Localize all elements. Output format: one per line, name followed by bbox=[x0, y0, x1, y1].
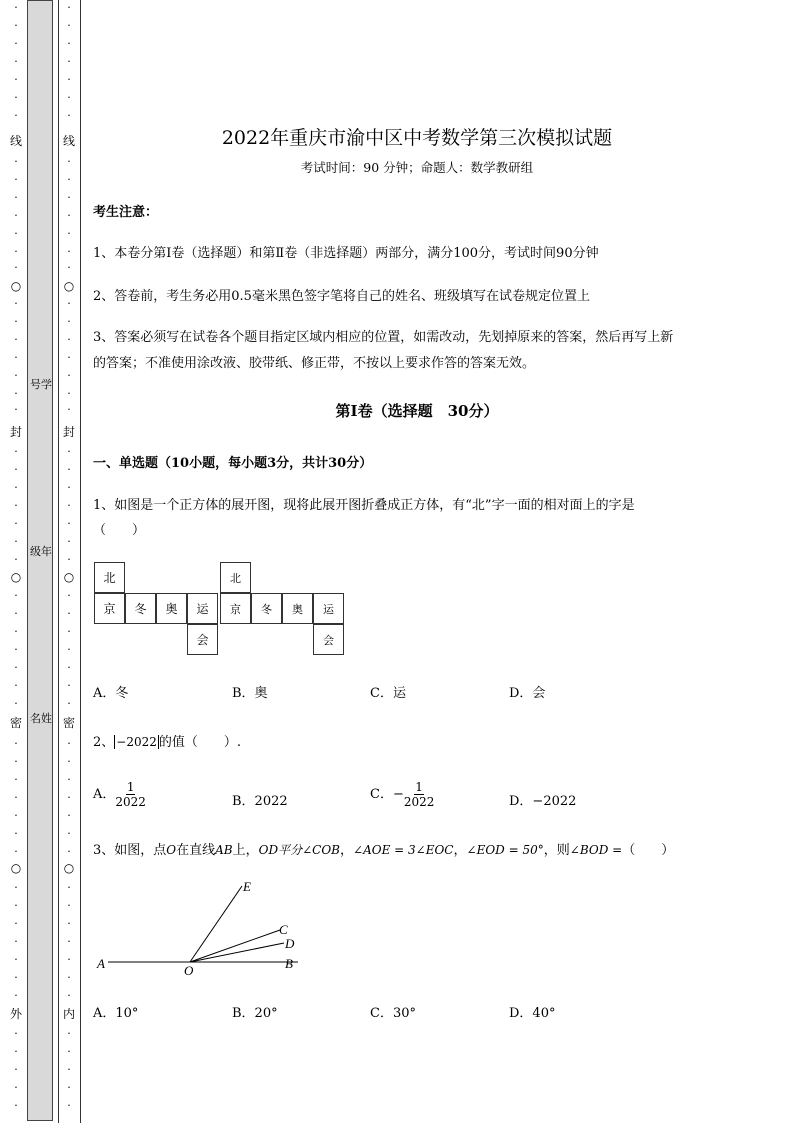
section-title: 第Ⅰ卷（选择题 30分） bbox=[335, 402, 499, 420]
exam-subtitle: 考试时间：90 分钟；命题人：数学教研组 bbox=[300, 160, 534, 175]
label-grade: 级年 bbox=[30, 545, 52, 558]
q3-math: AB bbox=[215, 843, 233, 857]
outer-mark-circle: ○ bbox=[10, 861, 22, 875]
q3-math: OD平分∠COB bbox=[258, 843, 340, 857]
notice-heading: 考生注意： bbox=[93, 205, 159, 220]
point-o-label: O bbox=[184, 963, 194, 978]
inner-mark-circle: ○ bbox=[63, 279, 75, 293]
inner-mark-circle: ○ bbox=[63, 861, 75, 875]
outer-mark-wai: 外 bbox=[9, 1007, 22, 1021]
point-b-label: B bbox=[285, 956, 293, 971]
question-1-blank: （ ） bbox=[93, 523, 146, 538]
outer-mark-circle: ○ bbox=[10, 570, 22, 584]
inner-mark-nei: 内 bbox=[62, 1007, 75, 1021]
angle-figure bbox=[90, 870, 320, 985]
outer-binding-margin: · · · · · · · 线 · · · · · · · ○ · · · · · · · 封 · · · · · · · ○ · · · · · · · 密 · · · · · · · ○ · · · · · · · 外 · · · · · bbox=[9, 1, 22, 1112]
outer-mark-xian: 线 bbox=[9, 134, 22, 148]
ray-oe bbox=[190, 886, 242, 962]
q2-suffix: 的值（ ）. bbox=[158, 735, 242, 750]
q3-text: ， bbox=[453, 843, 467, 858]
q3-option-d[interactable]: D．40° bbox=[509, 1006, 556, 1021]
question-1-text: 1、如图是一个正方体的展开图，现将此展开图折叠成正方体，有“北”字一面的相对面上的字是 bbox=[93, 498, 635, 513]
q2-option-c[interactable] bbox=[370, 780, 434, 809]
fraction bbox=[115, 780, 146, 809]
point-c-label: C bbox=[279, 922, 288, 937]
notice-item-2: 2、答卷前，考生务必用0.5毫米黑色签字笔将自己的姓名、班级填写在试卷规定位置上 bbox=[93, 289, 590, 304]
q2-option-a[interactable] bbox=[93, 780, 146, 809]
outer-mark-circle: ○ bbox=[10, 279, 22, 293]
net-cell: 冬 bbox=[125, 593, 156, 624]
q1-option-d[interactable]: D．会 bbox=[509, 686, 546, 701]
fraction-numerator: 1 bbox=[126, 780, 135, 794]
q2-option-d[interactable]: D．−2022 bbox=[509, 794, 577, 809]
net-cell: 会 bbox=[313, 624, 344, 655]
q3-option-a[interactable]: A．10° bbox=[93, 1006, 139, 1021]
q3-option-c[interactable]: C．30° bbox=[370, 1006, 416, 1021]
q3-text: ， bbox=[340, 843, 354, 858]
net-cell: 北 bbox=[220, 562, 251, 593]
net-cell: 运 bbox=[313, 593, 344, 624]
net-cell: 奥 bbox=[282, 593, 313, 624]
net-cell: 运 bbox=[187, 593, 218, 624]
fraction-denominator: 2022 bbox=[403, 795, 435, 809]
q3-option-b[interactable]: B．20° bbox=[232, 1006, 278, 1021]
q3-text: （ ） bbox=[622, 843, 675, 858]
label-name: 名姓 bbox=[30, 712, 52, 725]
q2-option-a-label: A． bbox=[93, 787, 116, 802]
net-cell: 京 bbox=[94, 593, 125, 624]
fraction-numerator: 1 bbox=[415, 780, 423, 794]
q3-text: ，则 bbox=[543, 843, 570, 858]
inner-mark-circle: ○ bbox=[63, 570, 75, 584]
net-cell: 奥 bbox=[156, 593, 187, 624]
question-3-text bbox=[93, 839, 674, 858]
notice-item-1: 1、本卷分第Ⅰ卷（选择题）和第Ⅱ卷（非选择题）两部分，满分100分，考试时间90分钟 bbox=[93, 246, 599, 261]
q1-option-a[interactable]: A．冬 bbox=[93, 686, 129, 701]
fraction-denominator: 2022 bbox=[115, 795, 146, 809]
q3-math: ∠BOD = bbox=[569, 843, 623, 857]
fraction bbox=[404, 780, 435, 809]
q2-prefix: 2、 bbox=[93, 735, 115, 750]
q2-option-c-label: C．− bbox=[370, 787, 404, 802]
q1-option-c[interactable]: C．运 bbox=[370, 686, 406, 701]
inner-mark-xian: 线 bbox=[62, 134, 75, 148]
net-cell: 京 bbox=[220, 593, 251, 624]
net-cell: 北 bbox=[94, 562, 125, 593]
outer-mark-feng: 封 bbox=[9, 425, 22, 439]
net-cell: 会 bbox=[187, 624, 218, 655]
outer-mark-mi: 密 bbox=[9, 716, 22, 730]
part-heading: 一、单选题（10小题，每小题3分，共计30分） bbox=[93, 456, 373, 471]
ray-oc bbox=[190, 930, 280, 962]
notice-item-3-line1: 3、答案必须写在试卷各个题目指定区域内相应的位置，如需改动，先划掉原来的答案，然后再写上新 bbox=[93, 330, 674, 345]
q3-math: ∠EOD = 50° bbox=[466, 843, 544, 857]
q1-option-b[interactable]: B．奥 bbox=[232, 686, 268, 701]
ray-od bbox=[190, 943, 284, 962]
label-student-number: 号学 bbox=[30, 378, 52, 391]
q2-option-b[interactable]: B．2022 bbox=[232, 794, 288, 809]
point-d-label: D bbox=[285, 936, 295, 951]
question-2-text bbox=[93, 731, 241, 750]
point-e-label: E bbox=[243, 879, 251, 894]
exam-title: 2022年重庆市渝中区中考数学第三次模拟试题 bbox=[221, 127, 613, 149]
inner-binding-margin: · · · · · · · 线 · · · · · · · ○ · · · · · · · 封 · · · · · · · ○ · · · · · · · 密 · · · · · · · ○ · · · · · · · 内 · · · · · bbox=[62, 1, 75, 1112]
q3-math: O bbox=[166, 843, 177, 857]
net-cell: 冬 bbox=[251, 593, 282, 624]
inner-mark-feng: 封 bbox=[62, 425, 75, 439]
notice-item-3-line2: 的答案；不准使用涂改液、胶带纸、修正带，不按以上要求作答的答案无效。 bbox=[93, 356, 536, 371]
q3-text: 上， bbox=[232, 843, 259, 858]
q3-math: ∠AOE = 3∠EOC bbox=[353, 843, 454, 857]
inner-mark-mi: 密 bbox=[62, 716, 75, 730]
q3-text: 3、如图，点 bbox=[93, 843, 167, 858]
point-a-label: A bbox=[97, 956, 105, 971]
q2-absolute-value: −2022 bbox=[116, 735, 157, 749]
q3-text: 在直线 bbox=[176, 843, 216, 858]
